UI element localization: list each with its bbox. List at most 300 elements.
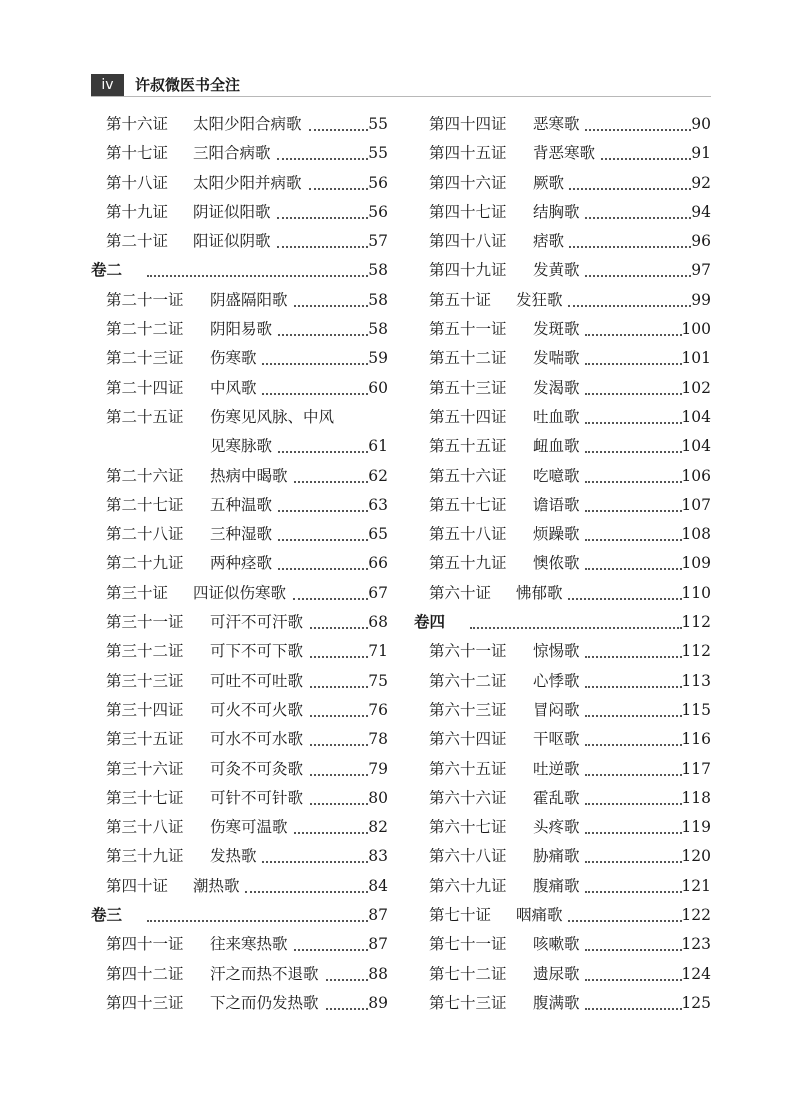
page-ref: 91 (691, 144, 711, 163)
dot-leader (585, 715, 682, 717)
toc-entry (91, 842, 388, 871)
toc-right-column (414, 110, 711, 1018)
toc-entry (414, 989, 711, 1018)
dot-leader (585, 217, 691, 219)
dot-leader (278, 334, 368, 336)
entry-title: 遗尿歌 (533, 964, 580, 983)
entry-number: 第二十一证 (106, 290, 184, 309)
dot-leader (278, 451, 368, 453)
entry-title: 怫郁歌 (516, 583, 563, 602)
entry-title: 发渴歌 (533, 378, 580, 397)
toc-entry (91, 579, 388, 608)
dot-leader (309, 129, 368, 131)
entry-number: 第二十六证 (106, 466, 184, 485)
entry-title: 下之而仍发热歌 (210, 993, 319, 1012)
page-ref: 63 (368, 495, 388, 514)
entry-number: 第三十三证 (106, 671, 184, 690)
toc-entry (414, 403, 711, 432)
toc-entry (414, 374, 711, 403)
page-ref: 112 (681, 642, 711, 661)
toc-entry (91, 520, 388, 549)
entry-number: 第十七证 (106, 144, 169, 163)
dot-leader (326, 979, 368, 981)
entry-title: 热病中暍歌 (210, 466, 288, 485)
entry-number: 第六十证 (429, 583, 492, 602)
dot-leader (277, 158, 368, 160)
page-ref: 122 (681, 906, 711, 925)
dot-leader (585, 979, 682, 981)
entry-title: 咳嗽歌 (533, 935, 580, 954)
entry-title: 四证似伤寒歌 (193, 583, 287, 602)
entry-number: 第三十二证 (106, 642, 184, 661)
page-ref: 97 (691, 261, 711, 280)
entry-number: 第七十二证 (429, 964, 507, 983)
entry-number: 第二十七证 (106, 495, 184, 514)
dot-leader (262, 393, 368, 395)
page-ref: 102 (681, 378, 711, 397)
dot-leader (310, 803, 368, 805)
dot-leader (310, 744, 368, 746)
entry-title: 伤寒歌 (210, 349, 257, 368)
entry-title: 吐血歌 (533, 407, 580, 426)
entry-title: 伤寒可温歌 (210, 818, 288, 837)
toc-entry (91, 667, 388, 696)
dot-leader (585, 129, 691, 131)
dot-leader (294, 949, 368, 951)
entry-title: 汗之而热不退歌 (210, 964, 319, 983)
page-ref: 55 (368, 144, 388, 163)
entry-title: 可汗不可汗歌 (210, 613, 304, 632)
toc-entry (91, 872, 388, 901)
dot-leader (569, 188, 691, 190)
toc-entry (414, 901, 711, 930)
page-ref: 88 (368, 964, 388, 983)
page-ref: 90 (691, 115, 711, 133)
toc-entry (414, 667, 711, 696)
toc-entry (91, 755, 388, 784)
page-ref: 58 (368, 261, 388, 280)
toc-entry (91, 462, 388, 491)
entry-number: 第四十六证 (429, 173, 507, 192)
volume-label: 卷四 (414, 613, 446, 632)
entry-title: 咽痛歌 (516, 906, 563, 925)
dot-leader (277, 217, 368, 219)
page-ref: 59 (368, 349, 388, 368)
dot-leader (585, 1008, 682, 1010)
entry-title: 衄血歌 (533, 437, 580, 456)
entry-number: 第五十二证 (429, 349, 507, 368)
toc-volume-row (91, 901, 388, 930)
toc-entry (91, 960, 388, 989)
entry-number: 第四十五证 (429, 144, 507, 163)
entry-title: 恶寒歌 (533, 115, 580, 133)
entry-title: 厥歌 (533, 173, 565, 192)
toc-entry (91, 696, 388, 725)
entry-number: 第四十八证 (429, 232, 507, 251)
page-ref: 112 (681, 613, 711, 632)
toc-entry (91, 930, 388, 959)
entry-title: 冒闷歌 (533, 700, 580, 719)
toc-entry (91, 491, 388, 520)
entry-title: 两种痉歌 (210, 554, 273, 573)
dot-leader (470, 627, 682, 629)
toc-entry (414, 227, 711, 256)
toc-entry (414, 842, 711, 871)
toc-entry (414, 755, 711, 784)
dot-leader (310, 774, 368, 776)
dot-leader (309, 188, 368, 190)
page-ref: 99 (691, 290, 711, 309)
page-ref: 56 (368, 202, 388, 221)
toc-entry (414, 930, 711, 959)
dot-leader (147, 920, 368, 922)
entry-title: 头疼歌 (533, 818, 580, 837)
entry-number: 第二十三证 (106, 349, 184, 368)
entry-title: 懊侬歌 (533, 554, 580, 573)
toc-entry (414, 872, 711, 901)
entry-title: 吃噫歌 (533, 466, 580, 485)
page-ref: 79 (368, 759, 388, 778)
dot-leader (585, 803, 682, 805)
entry-title: 发斑歌 (533, 320, 580, 339)
entry-title: 见寒脉歌 (210, 437, 273, 456)
page-ref: 89 (368, 993, 388, 1012)
entry-number: 第四十证 (106, 876, 169, 895)
dot-leader (293, 598, 368, 600)
toc-entry (414, 315, 711, 344)
toc-entry (414, 256, 711, 285)
page-ref: 87 (368, 935, 388, 954)
toc-entry (414, 725, 711, 754)
page-ref: 125 (681, 993, 711, 1012)
entry-number: 第四十二证 (106, 964, 184, 983)
entry-title: 可水不可水歌 (210, 730, 304, 749)
toc-entry (414, 784, 711, 813)
entry-number: 第二十证 (106, 232, 169, 251)
entry-number: 第六十九证 (429, 876, 507, 895)
toc-entry (91, 198, 388, 227)
toc-entry (414, 813, 711, 842)
entry-number: 第三十一证 (106, 613, 184, 632)
toc-entry (91, 637, 388, 666)
entry-title: 伤寒见风脉、中风 (210, 407, 335, 426)
page-ref: 113 (681, 671, 711, 690)
page-ref: 109 (681, 554, 711, 573)
toc-entry (91, 608, 388, 637)
entry-number: 第四十九证 (429, 261, 507, 280)
entry-number: 第六十一证 (429, 642, 507, 661)
toc-entry (91, 110, 388, 139)
toc-entry (414, 169, 711, 198)
dot-leader (568, 920, 682, 922)
entry-number: 第二十五证 (106, 407, 184, 426)
entry-title: 吐逆歌 (533, 759, 580, 778)
toc-entry (414, 110, 711, 139)
toc-entry (414, 520, 711, 549)
page-ref: 66 (368, 554, 388, 573)
toc-entry (91, 403, 388, 432)
entry-title: 可吐不可吐歌 (210, 671, 304, 690)
entry-title: 腹痛歌 (533, 876, 580, 895)
toc-entry (414, 139, 711, 168)
toc-entry (414, 462, 711, 491)
volume-label: 卷三 (91, 906, 123, 925)
toc-left-column (91, 110, 388, 1018)
page-ref: 80 (368, 788, 388, 807)
entry-number: 第三十八证 (106, 818, 184, 837)
toc-entry (91, 139, 388, 168)
page-ref: 61 (368, 437, 388, 456)
entry-number: 第五十三证 (429, 378, 507, 397)
dot-leader (326, 1008, 368, 1010)
page-ref: 68 (368, 613, 388, 632)
entry-title: 阴证似阳歌 (193, 202, 271, 221)
page-ref: 108 (681, 525, 711, 544)
dot-leader (585, 949, 682, 951)
page-ref: 100 (681, 320, 711, 339)
entry-title: 谵语歌 (533, 495, 580, 514)
dot-leader (310, 627, 368, 629)
entry-title: 发狂歌 (516, 290, 563, 309)
toc-entry (414, 960, 711, 989)
entry-number: 第六十二证 (429, 671, 507, 690)
page-ref: 58 (368, 290, 388, 309)
entry-number: 第三十七证 (106, 788, 184, 807)
entry-title: 往来寒热歌 (210, 935, 288, 954)
page-ref: 58 (368, 320, 388, 339)
dot-leader (585, 481, 682, 483)
entry-number: 第六十七证 (429, 818, 507, 837)
entry-number: 第七十证 (429, 906, 492, 925)
toc-entry (91, 169, 388, 198)
page-ref: 116 (681, 730, 711, 749)
page-ref: 117 (681, 759, 711, 778)
entry-title: 太阳少阳合病歌 (193, 115, 302, 133)
page-ref: 75 (368, 671, 388, 690)
page-ref: 60 (368, 378, 388, 397)
dot-leader (278, 539, 368, 541)
entry-number: 第五十证 (429, 290, 492, 309)
entry-title: 三种湿歌 (210, 525, 273, 544)
toc-entry (414, 432, 711, 461)
dot-leader (294, 832, 368, 834)
entry-title: 可针不可针歌 (210, 788, 304, 807)
toc-volume-row (414, 608, 711, 637)
entry-title: 痞歌 (533, 232, 565, 251)
entry-number: 第三十证 (106, 583, 169, 602)
entry-title: 阳证似阴歌 (193, 232, 271, 251)
entry-number: 第二十九证 (106, 554, 184, 573)
entry-number: 第五十一证 (429, 320, 507, 339)
entry-number: 第七十一证 (429, 935, 507, 954)
entry-number: 第五十五证 (429, 437, 507, 456)
toc-entry (414, 344, 711, 373)
dot-leader (585, 568, 682, 570)
entry-title: 阴阳易歌 (210, 320, 273, 339)
entry-number: 第六十三证 (429, 700, 507, 719)
entry-number: 第十九证 (106, 202, 169, 221)
entry-title: 结胸歌 (533, 202, 580, 221)
page-ref: 104 (681, 437, 711, 456)
dot-leader (585, 832, 682, 834)
page-ref: 118 (681, 788, 711, 807)
dot-leader (585, 539, 682, 541)
entry-title: 霍乱歌 (533, 788, 580, 807)
toc-entry (91, 286, 388, 315)
page-ref: 115 (681, 700, 711, 719)
entry-title: 烦躁歌 (533, 525, 580, 544)
entry-number: 第六十四证 (429, 730, 507, 749)
dot-leader (585, 393, 682, 395)
entry-number: 第四十三证 (106, 993, 184, 1012)
toc-entry (414, 637, 711, 666)
entry-number: 第五十九证 (429, 554, 507, 573)
entry-title: 阴盛隔阳歌 (210, 290, 288, 309)
entry-number: 第十六证 (106, 115, 169, 133)
page-ref: 107 (681, 495, 711, 514)
entry-number: 第六十五证 (429, 759, 507, 778)
dot-leader (569, 246, 691, 248)
dot-leader (310, 715, 368, 717)
entry-number: 第三十四证 (106, 700, 184, 719)
page-ref: 67 (368, 583, 388, 602)
entry-title: 三阳合病歌 (193, 144, 271, 163)
page-ref: 56 (368, 173, 388, 192)
entry-title: 发喘歌 (533, 349, 580, 368)
entry-number: 第二十二证 (106, 320, 184, 339)
page-ref: 71 (368, 642, 388, 661)
toc-entry (91, 374, 388, 403)
page-ref: 84 (368, 876, 388, 895)
toc-entry (91, 784, 388, 813)
page-ref: 94 (691, 202, 711, 221)
page-ref: 119 (681, 818, 711, 837)
toc-volume-row (91, 256, 388, 285)
page-ref: 106 (681, 466, 711, 485)
dot-leader (585, 656, 682, 658)
page-ref: 62 (368, 466, 388, 485)
page-ref: 121 (681, 876, 711, 895)
dot-leader (568, 305, 691, 307)
dot-leader (585, 686, 682, 688)
dot-leader (585, 451, 682, 453)
page-ref: 104 (681, 407, 711, 426)
page-ref: 76 (368, 700, 388, 719)
entry-title: 中风歌 (210, 378, 257, 397)
entry-number: 第十八证 (106, 173, 169, 192)
entry-number: 第七十三证 (429, 993, 507, 1012)
page-ref: 124 (681, 964, 711, 983)
page-ref: 57 (368, 232, 388, 251)
dot-leader (294, 305, 368, 307)
toc-entry (91, 344, 388, 373)
dot-leader (147, 275, 368, 277)
entry-number: 第三十九证 (106, 847, 184, 866)
toc-entry (91, 549, 388, 578)
dot-leader (585, 334, 682, 336)
entry-title: 背恶寒歌 (533, 144, 596, 163)
dot-leader (278, 568, 368, 570)
toc-entry (414, 286, 711, 315)
entry-title: 可火不可火歌 (210, 700, 304, 719)
entry-number: 第五十四证 (429, 407, 507, 426)
entry-title: 可下不可下歌 (210, 642, 304, 661)
dot-leader (585, 510, 682, 512)
page-number: iv (91, 74, 124, 96)
entry-number: 第三十六证 (106, 759, 184, 778)
entry-title: 可灸不可灸歌 (210, 759, 304, 778)
dot-leader (601, 158, 691, 160)
entry-number: 第六十六证 (429, 788, 507, 807)
entry-number: 第三十五证 (106, 730, 184, 749)
running-header (91, 74, 711, 96)
dot-leader (585, 774, 682, 776)
entry-title: 腹满歌 (533, 993, 580, 1012)
page-ref: 123 (681, 935, 711, 954)
entry-title: 发黄歌 (533, 261, 580, 280)
entry-number: 第四十一证 (106, 935, 184, 954)
entry-number: 第四十七证 (429, 202, 507, 221)
page-ref: 110 (681, 583, 711, 602)
dot-leader (310, 656, 368, 658)
volume-label: 卷二 (91, 261, 123, 280)
entry-number: 第五十八证 (429, 525, 507, 544)
page-ref: 82 (368, 818, 388, 837)
entry-number: 第二十八证 (106, 525, 184, 544)
entry-title: 心悸歌 (533, 671, 580, 690)
page-ref: 96 (691, 232, 711, 251)
dot-leader (585, 275, 691, 277)
dot-leader (585, 744, 682, 746)
dot-leader (294, 481, 368, 483)
toc-entry (91, 227, 388, 256)
dot-leader (585, 861, 682, 863)
book-title: 许叔微医书全注 (135, 76, 241, 94)
dot-leader (245, 891, 368, 893)
entry-number: 第二十四证 (106, 378, 184, 397)
entry-number: 第五十六证 (429, 466, 507, 485)
page-ref: 78 (368, 730, 388, 749)
dot-leader (278, 510, 368, 512)
page-ref: 92 (691, 173, 711, 192)
page-ref: 55 (368, 115, 388, 133)
dot-leader (310, 686, 368, 688)
entry-title: 干呕歌 (533, 730, 580, 749)
entry-title: 五种温歌 (210, 495, 273, 514)
entry-title: 惊惕歌 (533, 642, 580, 661)
dot-leader (277, 246, 368, 248)
page-ref: 65 (368, 525, 388, 544)
toc-entry (414, 696, 711, 725)
toc-entry (91, 813, 388, 842)
dot-leader (585, 363, 682, 365)
entry-title: 胁痛歌 (533, 847, 580, 866)
dot-leader (568, 598, 682, 600)
toc-entry (91, 725, 388, 754)
header-rule (91, 96, 711, 97)
entry-number: 第四十四证 (429, 115, 507, 133)
dot-leader (585, 422, 682, 424)
entry-number: 第五十七证 (429, 495, 507, 514)
page-ref: 101 (681, 349, 711, 368)
page-ref: 87 (368, 906, 388, 925)
toc-entry (414, 198, 711, 227)
entry-title: 发热歌 (210, 847, 257, 866)
toc-entry (414, 579, 711, 608)
entry-title: 太阳少阳并病歌 (193, 173, 302, 192)
toc-entry (91, 432, 388, 461)
page-ref: 120 (681, 847, 711, 866)
